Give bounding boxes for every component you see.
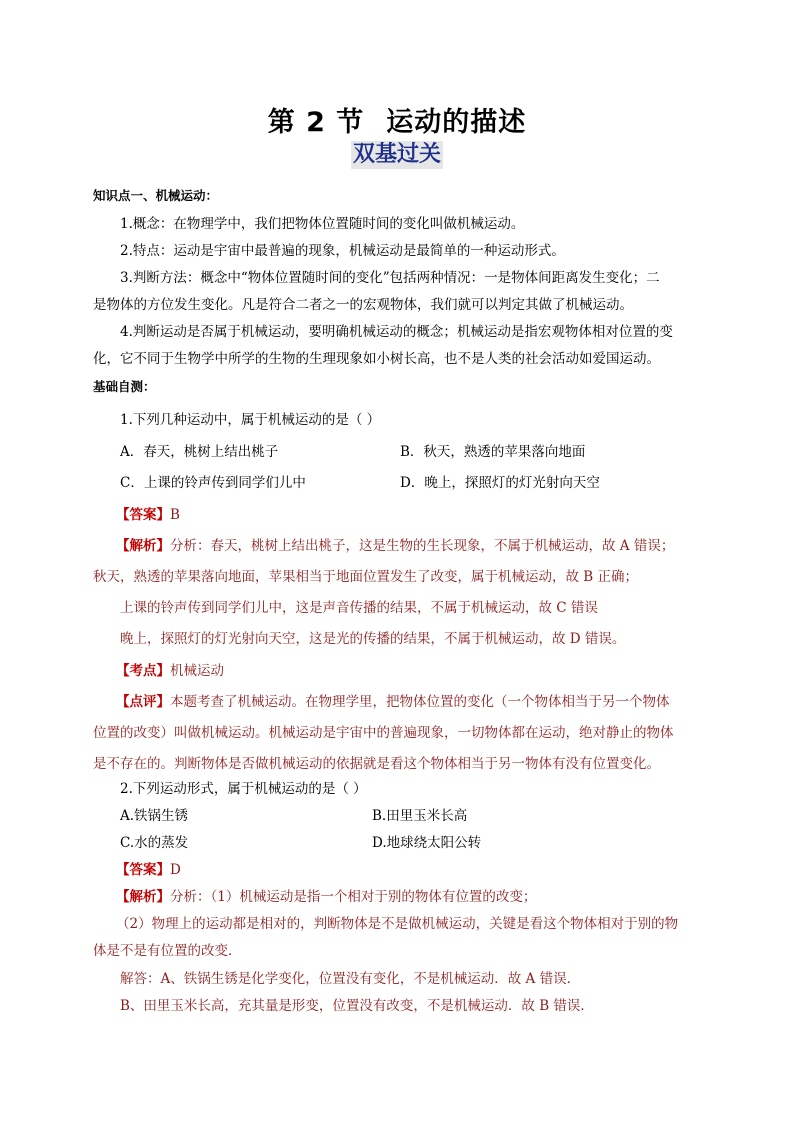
knowledge-heading: 知识点一、机械运动： (93, 188, 219, 203)
section-title: 运动的描述 (386, 107, 527, 138)
q1-option-b: B．秋天，熟透的苹果落向地面 (400, 444, 586, 460)
q2-analysis-line-1 (116, 888, 536, 906)
page-title (0, 100, 794, 139)
q1-answer: B (170, 507, 180, 523)
knowledge-point-1: 1.概念：在物理学中，我们把物体位置随时间的变化叫做机械运动。 (120, 216, 525, 232)
q1-option-a: A．春天，桃树上结出桃子 (120, 444, 279, 460)
q1-analysis-line-1 (116, 537, 674, 555)
subtitle (0, 141, 794, 169)
q2-analysis-4: 解答：A、铁锅生锈是化学变化，位置没有变化，不是机械运动．故 A 错误． (120, 971, 581, 987)
q1-dianping-1: 本题考查了机械运动。在物理学里，把物体位置的变化（一个物体相当于另一个物体 (170, 694, 670, 710)
analysis-tag: 【解析】 (116, 889, 170, 905)
q2-analysis-3: 体是不是有位置的改变． (93, 943, 242, 959)
q1-option-c: C．上课的铃声传到同学们儿中 (120, 475, 306, 491)
dianping-tag: 【点评】 (116, 694, 170, 710)
q1-analysis-4: 晚上，探照灯的灯光射向天空，这是光的传播的结果，不属于机械运动，故 D 错误。 (120, 631, 626, 647)
answer-tag: 【答案】 (116, 507, 170, 523)
q1-analysis-1: 分析：春天，桃树上结出桃子，这是生物的生长现象，不属于机械运动，故 A 错误； (170, 538, 675, 554)
q2-option-a: A.铁锅生锈 (120, 808, 189, 824)
kaodian-tag: 【考点】 (116, 663, 170, 679)
q2-analysis-2: （2）物理上的运动都是相对的，判断物体是不是做机械运动，关键是看这个物体相对于别的物 (116, 916, 679, 932)
knowledge-point-3b: 是物体的方位发生变化。凡是符合二者之一的宏观物体，我们就可以判定其做了机械运动。 (93, 297, 633, 313)
q2-answer-line (116, 861, 181, 879)
q1-analysis-3: 上课的铃声传到同学们儿中，这是声音传播的结果，不属于机械运动，故 C 错误 (120, 600, 598, 616)
subtitle-text: 双基过关 (352, 142, 441, 167)
q2-option-b: B.田里玉米长高 (372, 808, 468, 824)
section-number: 第 2 节 (267, 107, 365, 138)
q1-dianping-line-1 (116, 693, 670, 711)
q1-kaodian: 机械运动 (170, 663, 224, 679)
knowledge-point-3a: 3.判断方法：概念中“物体位置随时间的变化”包括两种情况：一是物体间距离发生变化；二 (120, 270, 660, 286)
knowledge-point-2: 2.特点：运动是宇宙中最普遍的现象，机械运动是最简单的一种运动形式。 (120, 243, 565, 259)
q2-analysis-5: B、田里玉米长高，充其量是形变，位置没有改变，不是机械运动．故 B 错误． (120, 998, 594, 1014)
q1-stem: 1.下列几种运动中，属于机械运动的是（ ） (120, 412, 381, 428)
q2-option-d: D.地球绕太阳公转 (372, 835, 482, 851)
selftest-heading: 基础自测： (93, 379, 156, 394)
q2-answer: D (170, 862, 181, 878)
knowledge-point-4a: 4.判断运动是否属于机械运动，要明确机械运动的概念；机械运动是指宏观物体相对位置的变 (120, 324, 673, 340)
answer-tag: 【答案】 (116, 862, 170, 878)
q1-option-d: D．晚上，探照灯的灯光射向天空 (400, 475, 600, 491)
q1-dianping-2: 位置的改变）叫做机械运动。机械运动是宇宙中的普遍现象，一切物体都在运动，绝对静止的物体 (93, 725, 674, 741)
q1-answer-line (116, 506, 180, 524)
q2-stem: 2.下列运动形式，属于机械运动的是（ ） (120, 781, 367, 797)
q1-analysis-2: 秋天，熟透的苹果落向地面，苹果相当于地面位置发生了改变，属于机械运动，故 B 正确； (93, 569, 639, 585)
analysis-tag: 【解析】 (116, 538, 170, 554)
q2-option-c: C.水的蒸发 (120, 835, 189, 851)
q1-dianping-3: 是不存在的。判断物体是否做机械运动的依据就是看这个物体相当于另一物体有没有位置变化。 (93, 756, 660, 772)
q1-kaodian-line (116, 662, 224, 680)
q2-analysis-1: 分析：（1）机械运动是指一个相对于别的物体有位置的改变； (170, 889, 537, 905)
knowledge-point-4b: 化，它不同于生物学中所学的生物的生理现象如小树长高，也不是人类的社会活动如爱国运动。 (93, 351, 660, 367)
